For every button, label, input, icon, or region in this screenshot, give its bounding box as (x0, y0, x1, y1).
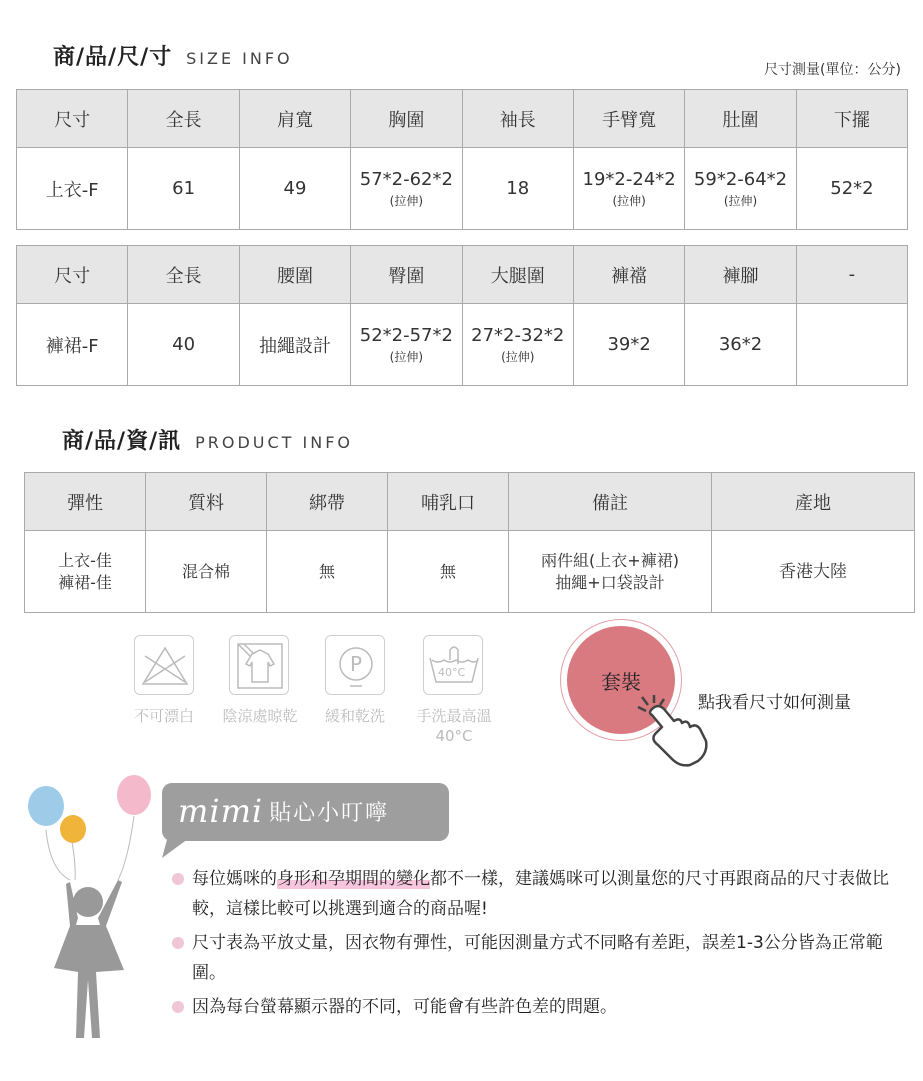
mimi-brand: mimi (178, 792, 264, 830)
table-cell: 無 (267, 531, 388, 613)
tips-title (178, 788, 389, 834)
table-cell: 52*2-57*2 (拉伸) (351, 304, 462, 386)
table-cell: 無 (388, 531, 509, 613)
table-cell: 混合棉 (146, 531, 267, 613)
table-cell: 61 (128, 148, 239, 230)
bottom-size-table (16, 245, 908, 386)
table-cell: 36*2 (685, 304, 796, 386)
size-info-title-zh: 商/品/尺/寸 (53, 45, 173, 70)
table-cell (796, 304, 907, 386)
th-leg-opening: 褲腳 (685, 246, 796, 304)
th-shoulder: 肩寬 (239, 90, 350, 148)
product-info-title-en: PRODUCT INFO (195, 433, 354, 452)
svg-text:P: P (349, 652, 363, 676)
mild-dryclean-icon (325, 635, 385, 695)
th-crotch: 褲襠 (573, 246, 684, 304)
th-size: 尺寸 (17, 246, 128, 304)
product-info-heading (62, 424, 353, 455)
table-cell: 40 (128, 304, 239, 386)
care-label-mild-dryclean: 緩和乾洗 (324, 707, 385, 725)
bullet-dot (172, 937, 184, 949)
bullet-dot (172, 873, 184, 885)
measure-guide-link[interactable]: 點我看尺寸如何測量 (698, 693, 851, 713)
th-length: 全長 (128, 90, 239, 148)
table-cell: 27*2-32*2 (拉伸) (462, 304, 573, 386)
table-cell: 19*2-24*2 (拉伸) (573, 148, 684, 230)
care-label-hand-wash: 手洗最高溫 40°C (416, 707, 492, 745)
size-info-title-en: SIZE INFO (186, 49, 293, 68)
table-cell: 上衣-F (17, 148, 128, 230)
table-cell: 抽繩設計 (239, 304, 350, 386)
table-cell: 香港大陸 (712, 531, 915, 613)
bullet-dot (172, 1001, 184, 1013)
table-cell: 49 (239, 148, 350, 230)
th-origin: 產地 (712, 473, 915, 531)
care-label-shade-dry: 陰涼處晾乾 (222, 707, 298, 725)
top-size-table (16, 89, 908, 230)
tips-title-text: 貼心小叮嚀 (269, 800, 390, 826)
th-material: 質料 (146, 473, 267, 531)
blue-balloon (28, 786, 64, 826)
size-info-heading (53, 40, 293, 71)
th-chest: 胸圍 (351, 90, 462, 148)
bubble-tail (162, 836, 198, 860)
table-cell: 上衣-佳 褲裙-佳 (25, 531, 146, 613)
table-cell: 52*2 (796, 148, 907, 230)
shade-dry-icon (229, 635, 289, 695)
tip-item-2: 尺寸表為平放丈量，因衣物有彈性，可能因測量方式不同略有差距，誤差1-3公分皆為正常範圍。 (172, 928, 897, 988)
th-tie: 綁帶 (267, 473, 388, 531)
th-sleeve: 袖長 (462, 90, 573, 148)
th-hip: 臀圍 (351, 246, 462, 304)
no-bleach-icon (134, 635, 194, 695)
table-cell: 18 (462, 148, 573, 230)
product-info-title-zh: 商/品/資/訊 (62, 429, 182, 454)
th-nursing: 哺乳口 (388, 473, 509, 531)
th-elasticity: 彈性 (25, 473, 146, 531)
table-cell: 59*2-64*2 (拉伸) (685, 148, 796, 230)
tip-item-3: 因為每台螢幕顯示器的不同，可能會有些許色差的問題。 (172, 992, 897, 1022)
suit-badge[interactable]: 套裝 (567, 626, 675, 734)
th-arm: 手臂寬 (573, 90, 684, 148)
th-remarks: 備註 (509, 473, 712, 531)
th-empty: - (796, 246, 907, 304)
pink-balloon (117, 775, 151, 815)
care-label-no-bleach: 不可漂白 (133, 707, 194, 725)
table-cell: 兩件組(上衣+褲裙) 抽繩+口袋設計 (509, 531, 712, 613)
product-info-table (24, 472, 915, 613)
th-thigh: 大腿圍 (462, 246, 573, 304)
th-size: 尺寸 (17, 90, 128, 148)
th-hem: 下擺 (796, 90, 907, 148)
table-cell: 39*2 (573, 304, 684, 386)
unit-note: 尺寸測量(單位：公分) (764, 62, 901, 78)
hand-wash-icon: 40°C (423, 635, 483, 695)
th-length: 全長 (128, 246, 239, 304)
th-belly: 肚圍 (685, 90, 796, 148)
tip-item-1: 每位媽咪的身形和孕期間的變化都不一樣，建議媽咪可以測量您的尺寸再跟商品的尺寸表做比較，這樣比較可以挑選到適合的商品喔! (172, 864, 897, 924)
table-cell: 57*2-62*2 (拉伸) (351, 148, 462, 230)
orange-balloon (60, 815, 86, 843)
th-waist: 腰圍 (239, 246, 350, 304)
balloon-girl-illustration (20, 770, 160, 1050)
table-cell: 褲裙-F (17, 304, 128, 386)
